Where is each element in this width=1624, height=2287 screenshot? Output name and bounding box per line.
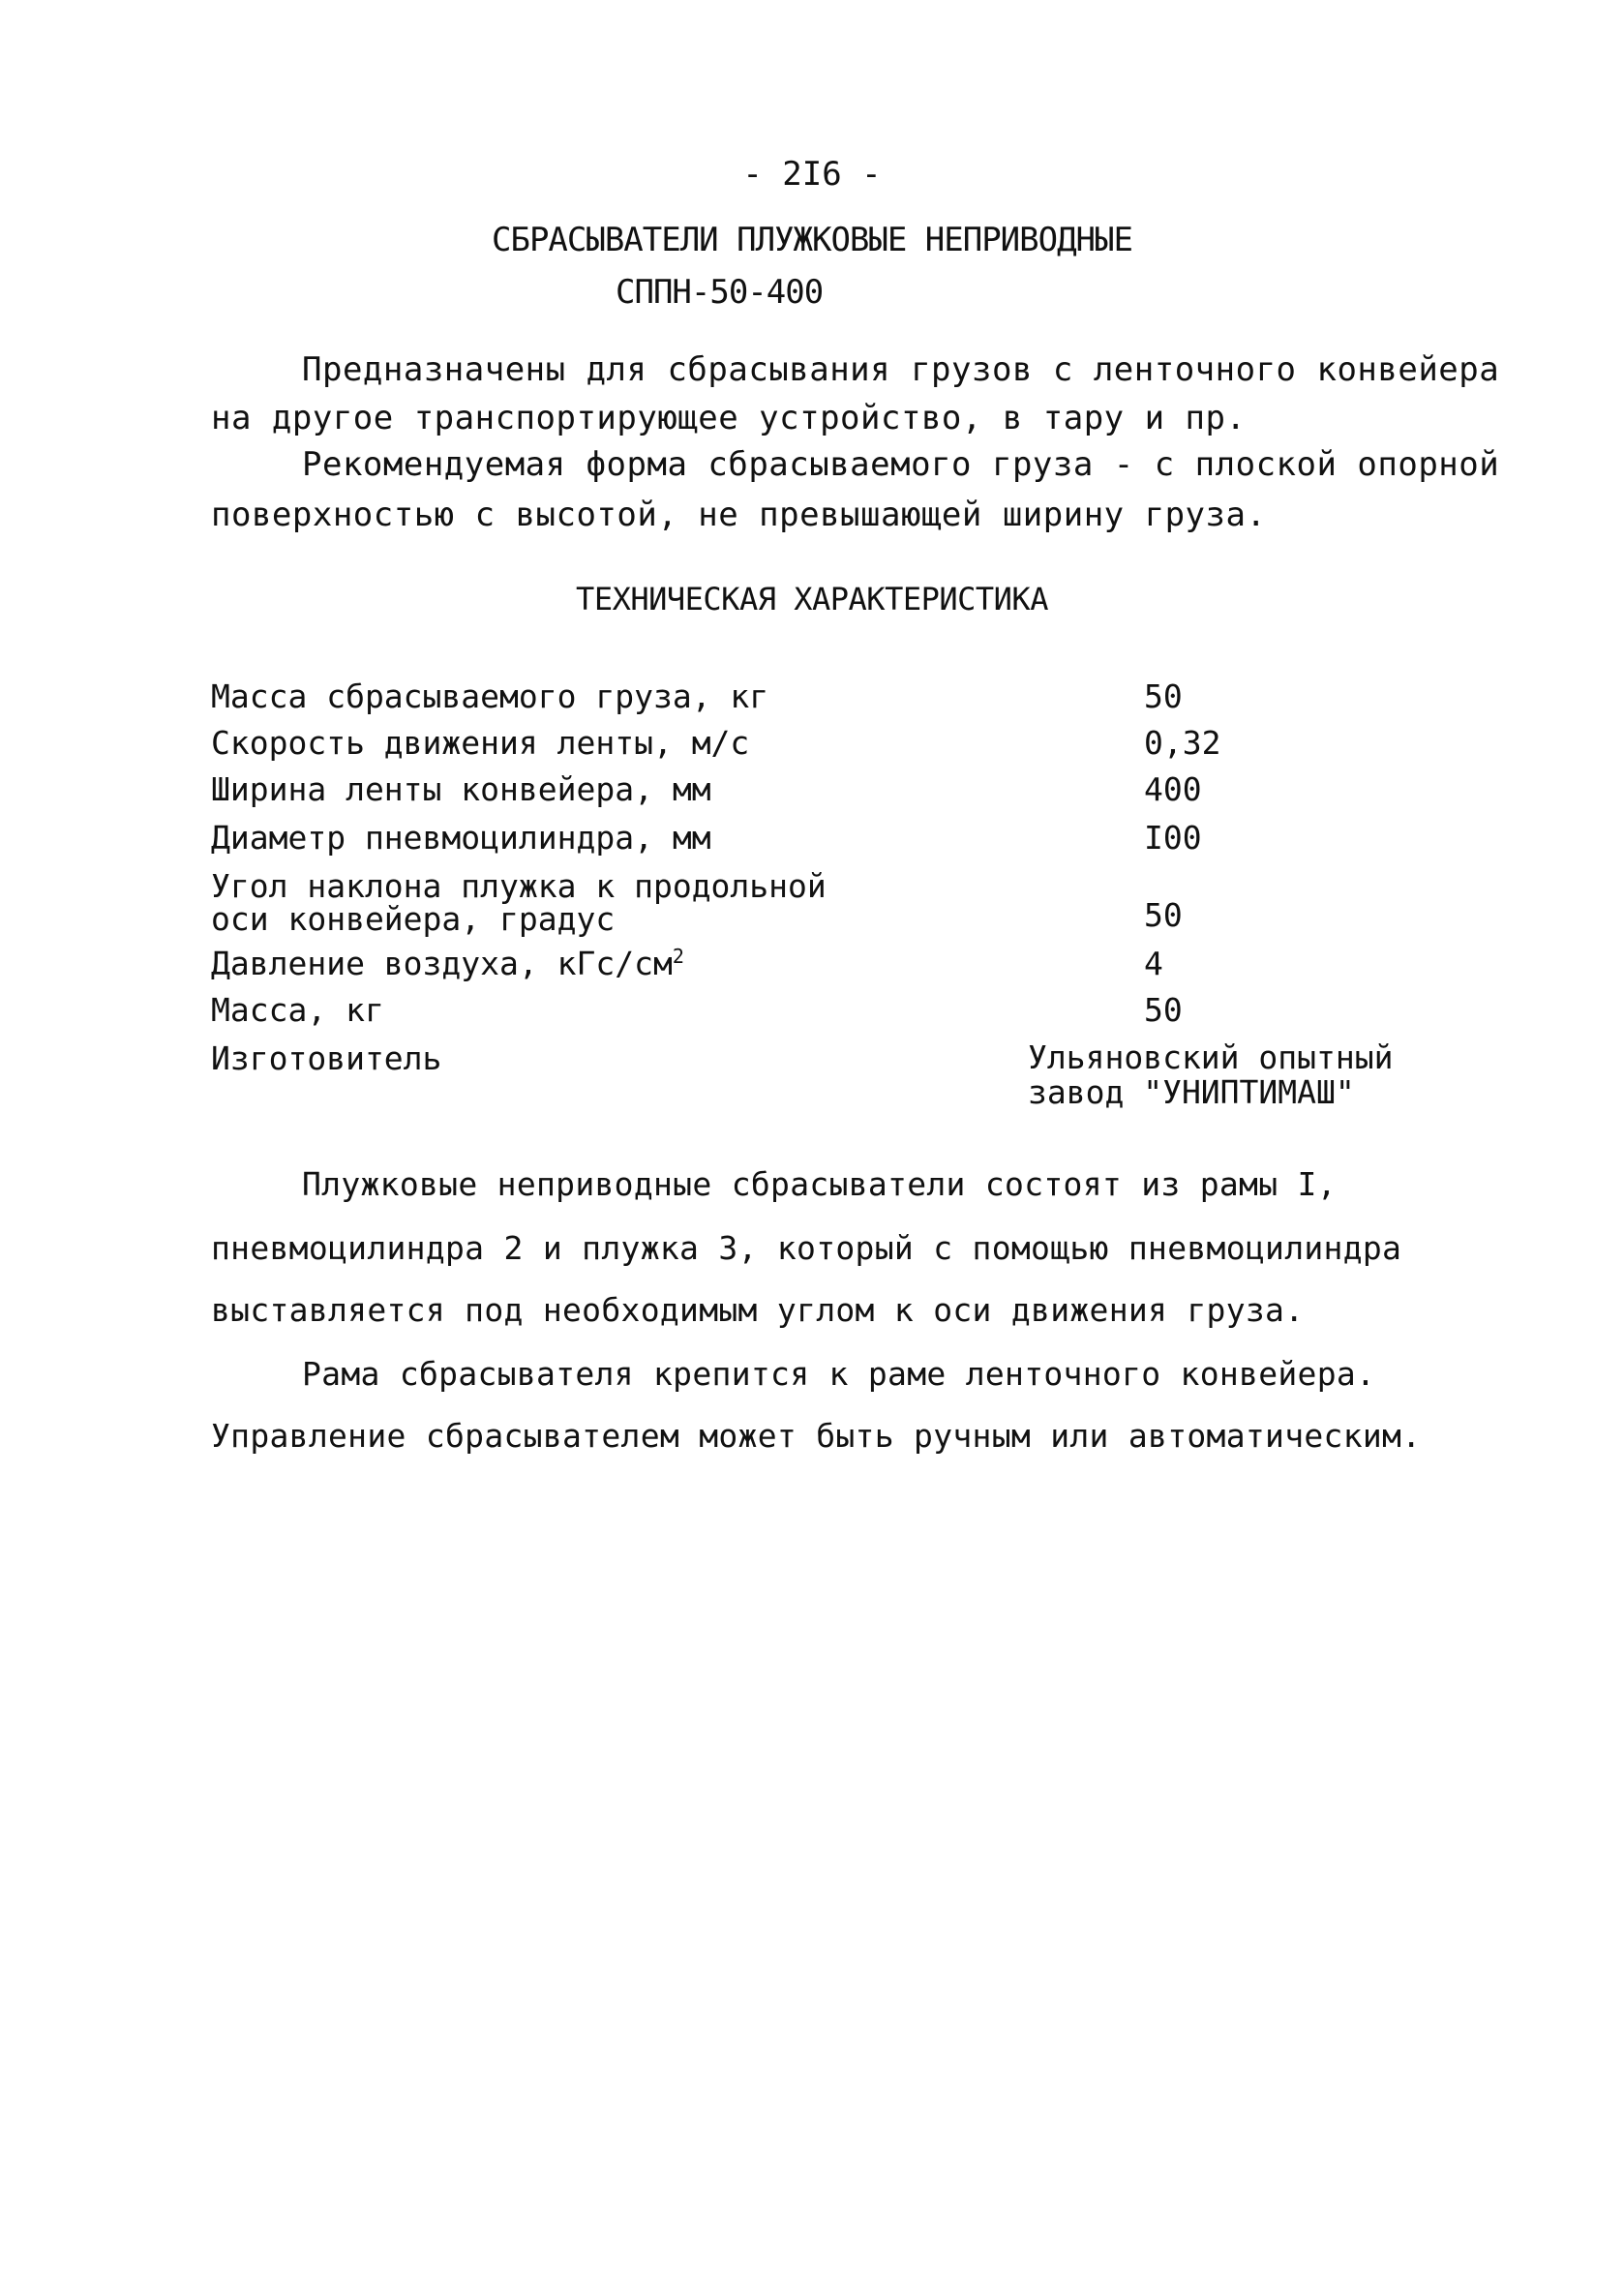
unit-exponent: 2: [672, 945, 684, 968]
spec-label: Угол наклона плужка к продольной: [211, 867, 827, 905]
intro-line-1: Предназначены для сбрасывания грузов с ленточного конвейера: [302, 350, 1500, 389]
spec-label-with-unit: [211, 945, 684, 982]
spec-value: завод "УНИПТИМАШ": [1028, 1073, 1355, 1111]
intro-line-2: на другое транспортирующее устройство, в тару и пр.: [211, 399, 1247, 437]
model-designation: СППН-50-400: [616, 273, 824, 312]
spec-label: Ширина ленты конвейера, мм: [211, 770, 711, 808]
document-title: СБРАСЫВАТЕЛИ ПЛУЖКОВЫЕ НЕПРИВОДНЫЕ: [492, 221, 1132, 259]
spec-label: Масса сбрасываемого груза, кг: [211, 677, 769, 715]
spec-label: Изготовитель: [211, 1039, 442, 1077]
spec-value: 400: [1144, 770, 1202, 808]
spec-label-text: Давление воздуха, кГс/см: [211, 945, 673, 982]
spec-value: 50: [1144, 991, 1183, 1029]
description-line-3: выставляется под необходимым углом к оси движения груза.: [211, 1291, 1305, 1329]
spec-label: Масса, кг: [211, 991, 384, 1029]
description-line-4: Рама сбрасывателя крепится к раме ленточного конвейера.: [302, 1355, 1376, 1393]
intro-line-4: поверхностью с высотой, не превышающей ширину груза.: [211, 496, 1267, 534]
spec-label: Скорость движения ленты, м/с: [211, 724, 750, 762]
description-line-1: Плужковые неприводные сбрасыватели состоят из рамы I,: [302, 1165, 1337, 1203]
spec-label: оси конвейера, градус: [211, 900, 616, 938]
intro-line-3: Рекомендуемая форма сбрасываемого груза - с плоской опорной: [302, 445, 1500, 484]
spec-value: I00: [1144, 819, 1202, 857]
description-line-2: пневмоцилиндра 2 и плужка 3, который с помощью пневмоцилиндра: [211, 1229, 1402, 1267]
spec-value: 0,32: [1144, 724, 1221, 762]
spec-value: 4: [1144, 945, 1163, 982]
spec-value: Ульяновский опытный: [1028, 1038, 1394, 1076]
section-title: ТЕХНИЧЕСКАЯ ХАРАКТЕРИСТИКА: [576, 581, 1048, 617]
spec-value: 50: [1144, 896, 1183, 934]
description-line-5: Управление сбрасывателем может быть ручным или автоматическим.: [211, 1417, 1422, 1455]
spec-label: Диаметр пневмоцилиндра, мм: [211, 819, 711, 857]
page-number: - 2I6 -: [742, 155, 882, 194]
spec-value: 50: [1144, 677, 1183, 715]
